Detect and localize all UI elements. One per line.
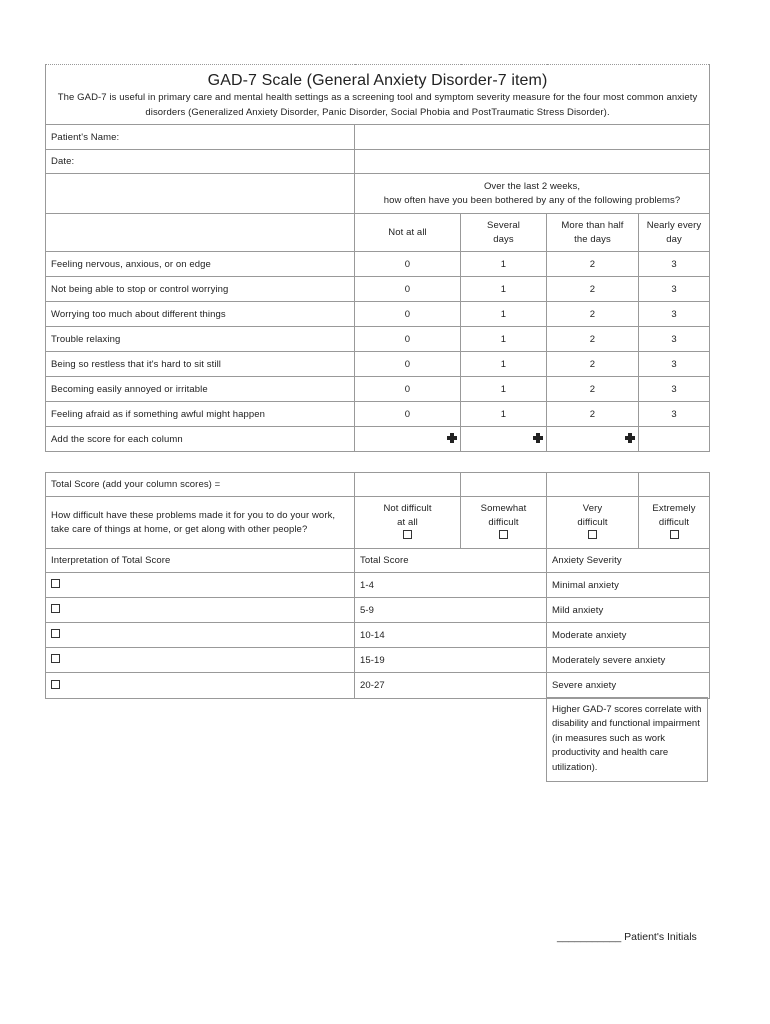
score-cell[interactable]: 2 <box>547 352 639 377</box>
checkbox-icon[interactable] <box>588 530 597 539</box>
score-cell[interactable]: 3 <box>639 377 710 402</box>
total-score-header: Total Score <box>355 549 547 573</box>
item-text: Worrying too much about different things <box>46 302 355 327</box>
score-cell[interactable]: 1 <box>461 252 547 277</box>
difficulty-option[interactable]: Not difficult at all <box>355 497 461 549</box>
add-score-label: Add the score for each column <box>46 427 355 452</box>
difficulty-question: How difficult have these problems made it for you to do your work, take care of things at home, or get along with other people? <box>46 497 355 549</box>
total-score-label: Total Score (add your column scores) = <box>46 473 355 497</box>
score-cell[interactable]: 3 <box>639 402 710 427</box>
score-cell[interactable]: 2 <box>547 327 639 352</box>
date-label: Date: <box>46 150 355 174</box>
option-header: Several days <box>461 214 547 252</box>
form-title: GAD-7 Scale (General Anxiety Disorder-7 item) <box>207 72 548 89</box>
item-row <box>46 352 710 377</box>
gad7-form-table <box>45 64 710 452</box>
checkbox-icon[interactable] <box>51 579 60 588</box>
difficulty-option[interactable]: Somewhat difficult <box>461 497 547 549</box>
score-cell[interactable]: 1 <box>461 277 547 302</box>
column-sum-field[interactable] <box>639 427 710 452</box>
severity-label: Moderate anxiety <box>547 623 710 648</box>
score-range: 20-27 <box>355 673 547 699</box>
score-range: 5-9 <box>355 598 547 623</box>
difficulty-option[interactable]: Very difficult <box>547 497 639 549</box>
item-text: Being so restless that it's hard to sit still <box>46 352 355 377</box>
range-row <box>46 598 710 623</box>
patient-name-field[interactable] <box>355 125 710 150</box>
column-sum-row <box>46 427 710 452</box>
checkbox-icon[interactable] <box>51 680 60 689</box>
patient-name-label: Patient's Name: <box>46 125 355 150</box>
patient-initials[interactable]: ___________ Patient's Initials <box>557 931 697 943</box>
score-cell[interactable]: 3 <box>639 252 710 277</box>
form-intro: The GAD-7 is useful in primary care and mental health settings as a screening tool and symptom severity measure for the four most common anxiety disorders (Generalized Anxiety Disorder, Panic Disorder, Social Phobia and PostTraumatic Stress Disorder). <box>57 92 698 118</box>
item-row <box>46 402 710 427</box>
date-field[interactable] <box>355 150 710 174</box>
score-range: 15-19 <box>355 648 547 673</box>
item-row <box>46 252 710 277</box>
checkbox-icon[interactable] <box>670 530 679 539</box>
option-header: More than half the days <box>547 214 639 252</box>
interpretation-label: Interpretation of Total Score <box>46 549 355 573</box>
score-cell[interactable]: 0 <box>355 302 461 327</box>
item-text: Feeling nervous, anxious, or on edge <box>46 252 355 277</box>
range-row <box>46 623 710 648</box>
item-row <box>46 327 710 352</box>
score-cell[interactable]: 1 <box>461 327 547 352</box>
score-cell[interactable]: 3 <box>639 277 710 302</box>
score-cell[interactable]: 0 <box>355 352 461 377</box>
item-row <box>46 377 710 402</box>
checkbox-icon[interactable] <box>51 604 60 613</box>
plus-icon <box>625 433 635 443</box>
score-cell[interactable]: 2 <box>547 377 639 402</box>
checkbox-icon[interactable] <box>499 530 508 539</box>
item-text: Not being able to stop or control worrying <box>46 277 355 302</box>
checkbox-icon[interactable] <box>51 629 60 638</box>
score-cell[interactable]: 0 <box>355 377 461 402</box>
score-cell[interactable]: 3 <box>639 302 710 327</box>
range-row <box>46 573 710 598</box>
score-cell[interactable]: 3 <box>639 352 710 377</box>
frequency-question: Over the last 2 weeks, how often have you been bothered by any of the following problems? <box>355 174 710 214</box>
severity-label: Mild anxiety <box>547 598 710 623</box>
column-sum-field[interactable] <box>355 427 461 452</box>
column-sum-field[interactable] <box>461 427 547 452</box>
score-cell[interactable]: 3 <box>639 327 710 352</box>
plus-icon <box>447 433 457 443</box>
severity-header: Anxiety Severity <box>547 549 710 573</box>
score-cell[interactable]: 1 <box>461 377 547 402</box>
score-range: 1-4 <box>355 573 547 598</box>
checkbox-icon[interactable] <box>403 530 412 539</box>
severity-label: Minimal anxiety <box>547 573 710 598</box>
item-row <box>46 302 710 327</box>
score-cell[interactable]: 2 <box>547 302 639 327</box>
column-sum-field[interactable] <box>547 427 639 452</box>
score-cell[interactable]: 1 <box>461 302 547 327</box>
option-header: Not at all <box>355 214 461 252</box>
item-row <box>46 277 710 302</box>
score-range: 10-14 <box>355 623 547 648</box>
severity-label: Severe anxiety <box>547 673 710 699</box>
plus-icon <box>533 433 543 443</box>
form-header <box>46 65 710 125</box>
severity-note: Higher GAD-7 scores correlate with disability and functional impairment (in measures such as work productivity and health care utilization). <box>546 697 708 782</box>
score-cell[interactable]: 2 <box>547 252 639 277</box>
range-row <box>46 673 710 699</box>
score-cell[interactable]: 0 <box>355 402 461 427</box>
item-text: Becoming easily annoyed or irritable <box>46 377 355 402</box>
checkbox-icon[interactable] <box>51 654 60 663</box>
score-cell[interactable]: 1 <box>461 402 547 427</box>
option-header: Nearly every day <box>639 214 710 252</box>
score-cell[interactable]: 0 <box>355 277 461 302</box>
interpretation-table <box>45 472 710 699</box>
score-cell[interactable]: 1 <box>461 352 547 377</box>
score-cell[interactable]: 2 <box>547 402 639 427</box>
score-cell[interactable]: 0 <box>355 252 461 277</box>
item-text: Trouble relaxing <box>46 327 355 352</box>
total-score-field[interactable] <box>355 473 461 497</box>
range-row <box>46 648 710 673</box>
difficulty-option[interactable]: Extremely difficult <box>639 497 710 549</box>
severity-label: Moderately severe anxiety <box>547 648 710 673</box>
item-text: Feeling afraid as if something awful might happen <box>46 402 355 427</box>
score-cell[interactable]: 2 <box>547 277 639 302</box>
score-cell[interactable]: 0 <box>355 327 461 352</box>
